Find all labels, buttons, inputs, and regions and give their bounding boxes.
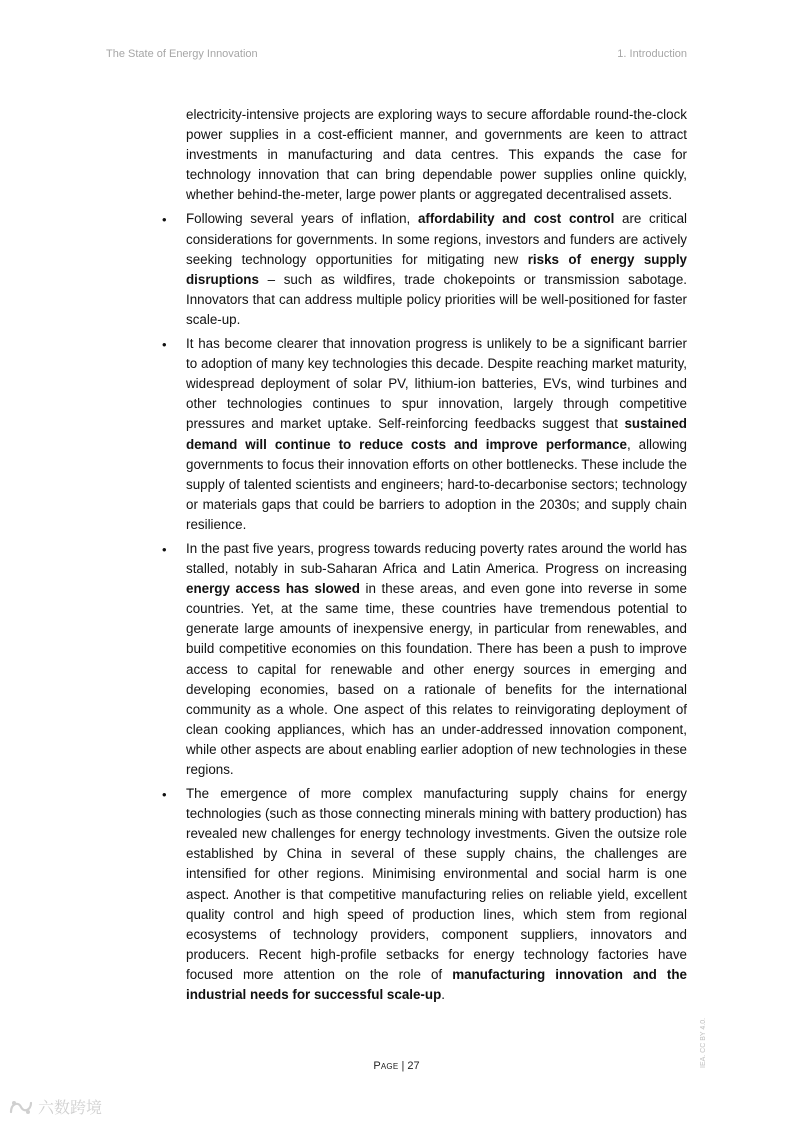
watermark-logo-icon <box>8 1098 34 1116</box>
bullet-text: It has become clearer that innovation progress is unlikely to be a significant barrier to adoption of many key technologies this decade. Despite reaching market maturity, widespread deployment of solar PV, lithium-ion batteries, EVs, wind turbines and other technologies continues to spur innovation, largely through competitive pressures and market uptake. Self-reinforcing feedbacks suggest that <box>186 336 687 432</box>
bullet-item-innovation-progress <box>162 334 688 535</box>
bullet-marker: • <box>162 212 167 228</box>
bullet-emphasis: affordability and cost control <box>417 211 615 227</box>
bullet-text: , allowing governments to focus their innovation efforts on other bottlenecks. These include the supply of talented scientists and engineers; hard-to-decarbonise sectors; technology or materials gaps that could be barriers to adoption in the 2030s; and supply chain resilience. <box>186 436 688 532</box>
bullet-text: – such as wildfires, trade chokepoints or transmission sabotage. Innovators that can address multiple policy priorities will be well-positioned for faster scale-up. <box>186 271 687 327</box>
page-label: Page <box>373 1060 399 1072</box>
bullet-item-affordability <box>162 209 687 330</box>
bullet-marker: • <box>162 337 167 353</box>
bullet-emphasis: energy access has slowed <box>186 581 360 597</box>
intro-continuation-paragraph: electricity-intensive projects are exploring ways to secure affordable round-the-clock power supplies in a cost-efficient manner, and governments are keen to attract investments in manufacturing and data centres. This expands the case for technology innovation that can bring dependable power supplies online quickly, whether behind-the-meter, large power plants or aggregated decentralised assets. <box>186 107 687 203</box>
bullet-text: Following several years of inflation, <box>186 211 418 227</box>
watermark-text: 六数跨境 <box>38 1100 103 1117</box>
bullet-list <box>162 209 688 1005</box>
main-body-text <box>162 105 688 1005</box>
bullet-text: . <box>441 987 445 1003</box>
running-header-title: The State of Energy Innovation <box>106 48 258 60</box>
bullet-text: In the past five years, progress towards reducing poverty rates around the world has stalled, notably in sub-Saharan Africa and Latin America. Progress on increasing <box>186 540 687 577</box>
bullet-item-manufacturing <box>162 784 687 1005</box>
bullet-marker: • <box>162 787 167 803</box>
bullet-text: in these areas, and even gone into reverse in some countries. Yet, at the same time, these countries have tremendous potential to generate large amounts of inexpensive energy, in particular from renewables, and build competitive economies on this foundation. There has been a push to improve access to capital for renewable and other energy sources in emerging and developing economies, based on a rationale of benefits for the international community as a whole. One aspect of this relates to reinvigorating deployment of clean cooking appliances, which has an under-addressed innovation component, while other aspects are about enabling earlier adoption of new technologies in these regions. <box>186 581 687 777</box>
license-mark: IEA. CC BY 4.0. <box>700 1017 707 1068</box>
bullet-text: are critical considerations for governments. In some regions, investors and funders are actively seeking technology opportunities for mitigating new <box>186 211 687 267</box>
bullet-emphasis: risks of energy supply disruptions <box>186 251 687 287</box>
page-footer <box>0 1060 793 1072</box>
bullet-item-energy-access <box>162 539 687 780</box>
bullet-emphasis: manufacturing innovation and the industrial needs for successful scale-up <box>186 966 687 1003</box>
bullet-text: The emergence of more complex manufacturing supply chains for energy technologies (such as those connecting minerals mining with battery production) has revealed new challenges for energy technology investments. Given the outsize role established by China in several of these supply chains, the challenges are intensified for other regions. Minimising environmental and social harm is one aspect. Another is that competitive manufacturing relies on reliable yield, excellent quality control and high speed of production lines, which stem from regional ecosystems of technology providers, component suppliers, innovators and producers. Recent high-profile setbacks for energy technology factories have focused more attention on the role of <box>186 786 687 982</box>
watermark <box>8 1095 102 1118</box>
bullet-marker: • <box>162 541 167 557</box>
page-number: 27 <box>407 1060 420 1072</box>
page-separator: | <box>398 1060 408 1072</box>
bullet-emphasis: sustained demand will continue to reduce costs and improve performance <box>186 416 687 452</box>
running-header-section: 1. Introduction <box>617 48 687 60</box>
